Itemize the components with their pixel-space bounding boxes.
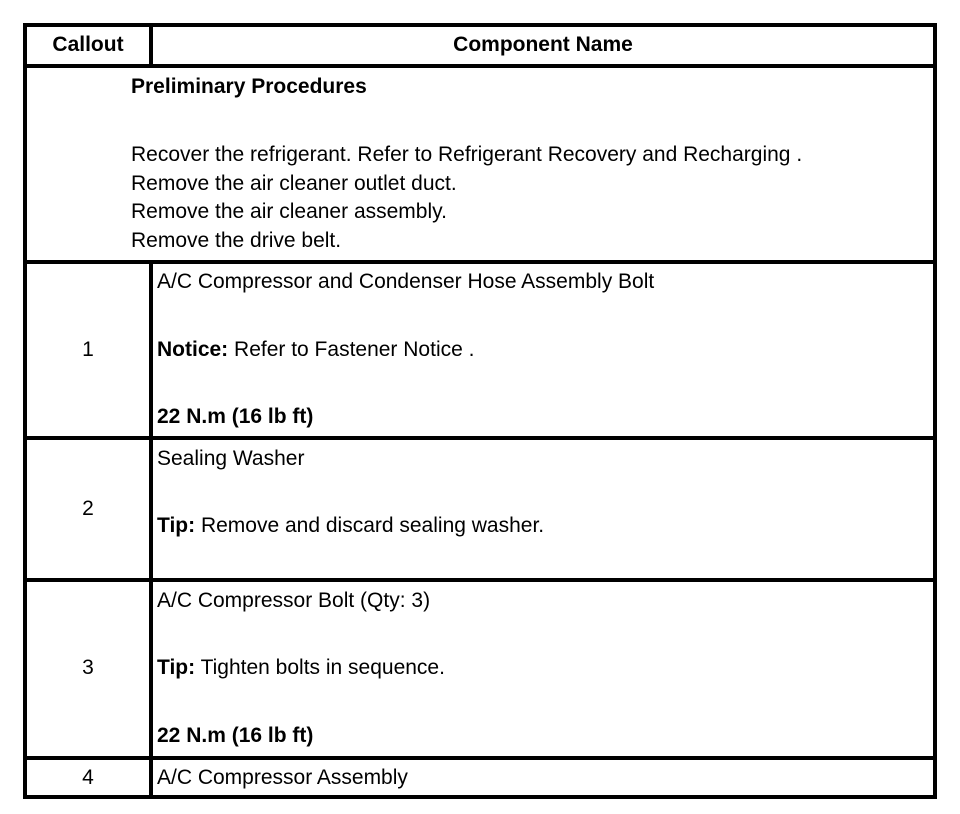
component-name-header: Component Name	[453, 33, 633, 56]
callout-number: 2	[82, 497, 94, 520]
component-name: A/C Compressor and Condenser Hose Assembly Bolt	[157, 270, 655, 293]
note-text: Tighten bolts in sequence.	[195, 656, 445, 679]
preliminary-step: Remove the air cleaner assembly.	[131, 200, 447, 223]
row-divider	[27, 578, 933, 582]
note-label: Tip:	[157, 656, 196, 679]
component-note	[157, 512, 544, 540]
column-divider	[149, 260, 153, 799]
note-label: Tip:	[157, 514, 196, 537]
torque-spec: 22 N.m (16 lb ft)	[157, 724, 314, 747]
preliminary-step: Remove the drive belt.	[131, 229, 342, 252]
callout-number: 3	[82, 656, 94, 679]
component-name: Sealing Washer	[157, 447, 305, 470]
component-name: A/C Compressor Bolt (Qty: 3)	[157, 589, 431, 612]
preliminary-step: Recover the refrigerant. Refer to Refrigerant Recovery and Recharging .	[131, 143, 803, 166]
component-name: A/C Compressor Assembly	[157, 766, 408, 789]
header-divider	[27, 64, 933, 68]
callout-header: Callout	[52, 33, 124, 56]
row-divider	[27, 436, 933, 440]
preliminary-step: Remove the air cleaner outlet duct.	[131, 172, 457, 195]
preliminary-title: Preliminary Procedures	[131, 75, 367, 98]
component-note	[157, 654, 445, 682]
component-table	[23, 23, 937, 799]
note-text: Remove and discard sealing washer.	[195, 514, 545, 537]
torque-spec: 22 N.m (16 lb ft)	[157, 405, 314, 428]
row-divider	[27, 260, 933, 264]
callout-number: 1	[82, 338, 94, 361]
note-text: Refer to Fastener Notice .	[228, 338, 475, 361]
row-divider	[27, 756, 933, 760]
note-label: Notice:	[157, 338, 229, 361]
callout-number: 4	[82, 766, 94, 789]
component-note	[157, 336, 474, 364]
